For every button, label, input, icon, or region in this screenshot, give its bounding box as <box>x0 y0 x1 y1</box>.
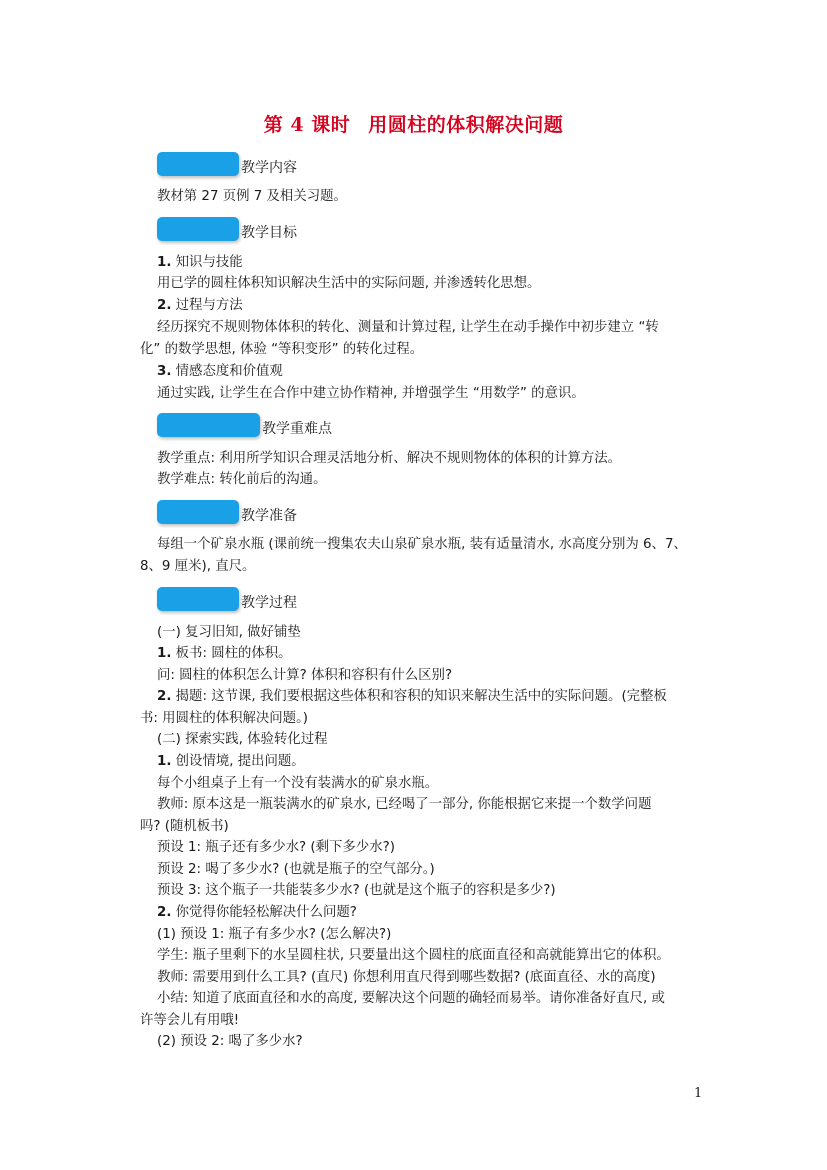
lesson-topic: 用圆柱的体积解决问题 <box>368 114 564 136</box>
summary-line-1: 小结: 知道了底面直径和水的高度, 要解决这个问题的确轻而易举。请你准备好直尺, 或 <box>157 991 665 1006</box>
section-header-label: 教学目标 <box>241 225 297 241</box>
goal-3-heading: 3. 情感态度和价值观 <box>157 364 283 379</box>
section-header-label: 教学过程 <box>241 595 297 611</box>
summary-line-2: 许等会儿有用哦! <box>140 1013 240 1028</box>
goal-1-text: 用已学的圆柱体积知识解决生活中的实际问题, 并渗透转化思想。 <box>157 276 541 291</box>
goal-2-text-line-1: 经历探究不规则物体体积的转化、测量和计算过程, 让学生在动手操作中初步建立 “转 <box>157 320 659 335</box>
prep-text-line-2: 8、9 厘米), 直尺。 <box>140 559 256 574</box>
preset-3: 预设 3: 这个瓶子一共能装多少水? (也就是这个瓶子的容积是多少?) <box>157 883 556 898</box>
section-header-bar <box>157 587 239 611</box>
goal-1-heading: 1. 知识与技能 <box>157 255 243 270</box>
page-title <box>0 110 827 137</box>
section-header-bar <box>157 500 239 524</box>
section-header-bar <box>157 217 239 241</box>
process-step-2-title: (二) 探索实践, 体验转化过程 <box>157 732 328 747</box>
goal-2-heading: 2. 过程与方法 <box>157 298 243 313</box>
process-item: 2. 揭题: 这节课, 我们要根据这些体积和容积的知识来解决生活中的实际问题。(完整板 <box>157 689 667 704</box>
process-item: 2. 你觉得你能轻松解决什么问题? <box>157 905 357 920</box>
goal-2-text-line-2: 化” 的数学思想, 体验 “等积变形” 的转化过程。 <box>140 342 424 357</box>
keypoint-difficulty: 教学难点: 转化前后的沟通。 <box>157 472 327 487</box>
teacher-question: 教师: 需要用到什么工具? (直尺) 你想利用直尺得到哪些数据? (底面直径、水的高度) <box>157 970 656 985</box>
student-answer: 学生: 瓶子里剩下的水呈圆柱状, 只要量出这个圆柱的底面直径和高就能算出它的体积。 <box>157 948 670 963</box>
content-text: 教材第 27 页例 7 及相关习题。 <box>157 189 347 204</box>
teacher-line-2: 吗? (随机板书) <box>140 819 229 834</box>
process-item-cont: 书: 用圆柱的体积解决问题。) <box>140 711 308 726</box>
process-text: 每个小组桌子上有一个没有装满水的矿泉水瓶。 <box>157 776 439 791</box>
section-header-label: 教学内容 <box>241 160 297 176</box>
page-number: 1 <box>694 1086 703 1101</box>
teacher-line-1: 教师: 原本这是一瓶装满水的矿泉水, 已经喝了一部分, 你能根据它来提一个数学问题 <box>157 797 652 812</box>
sub-question-1: (1) 预设 1: 瓶子有多少水? (怎么解决?) <box>157 927 392 942</box>
section-header-bar <box>157 152 239 176</box>
process-step-1-title: (一) 复习旧知, 做好铺垫 <box>157 625 301 640</box>
section-header-bar <box>157 413 260 437</box>
process-item: 1. 板书: 圆柱的体积。 <box>157 646 292 661</box>
sub-question-2: (2) 预设 2: 喝了多少水? <box>157 1034 303 1049</box>
section-header-label: 教学重难点 <box>262 421 332 437</box>
goal-3-text: 通过实践, 让学生在合作中建立协作精神, 并增强学生 “用数学” 的意识。 <box>157 386 585 401</box>
keypoint-focus: 教学重点: 利用所学知识合理灵活地分析、解决不规则物体的体积的计算方法。 <box>157 451 622 466</box>
process-question: 问: 圆柱的体积怎么计算? 体积和容积有什么区别? <box>157 668 453 683</box>
section-header-label: 教学准备 <box>241 508 297 524</box>
process-item: 1. 创设情境, 提出问题。 <box>157 754 305 769</box>
lesson-number: 第 4 课时 <box>263 114 351 136</box>
preset-1: 预设 1: 瓶子还有多少水? (剩下多少水?) <box>157 840 395 855</box>
preset-2: 预设 2: 喝了多少水? (也就是瓶子的空气部分。) <box>157 862 435 877</box>
prep-text-line-1: 每组一个矿泉水瓶 (课前统一搜集农夫山泉矿泉水瓶, 装有适量清水, 水高度分别为 6、7、 <box>157 537 687 552</box>
